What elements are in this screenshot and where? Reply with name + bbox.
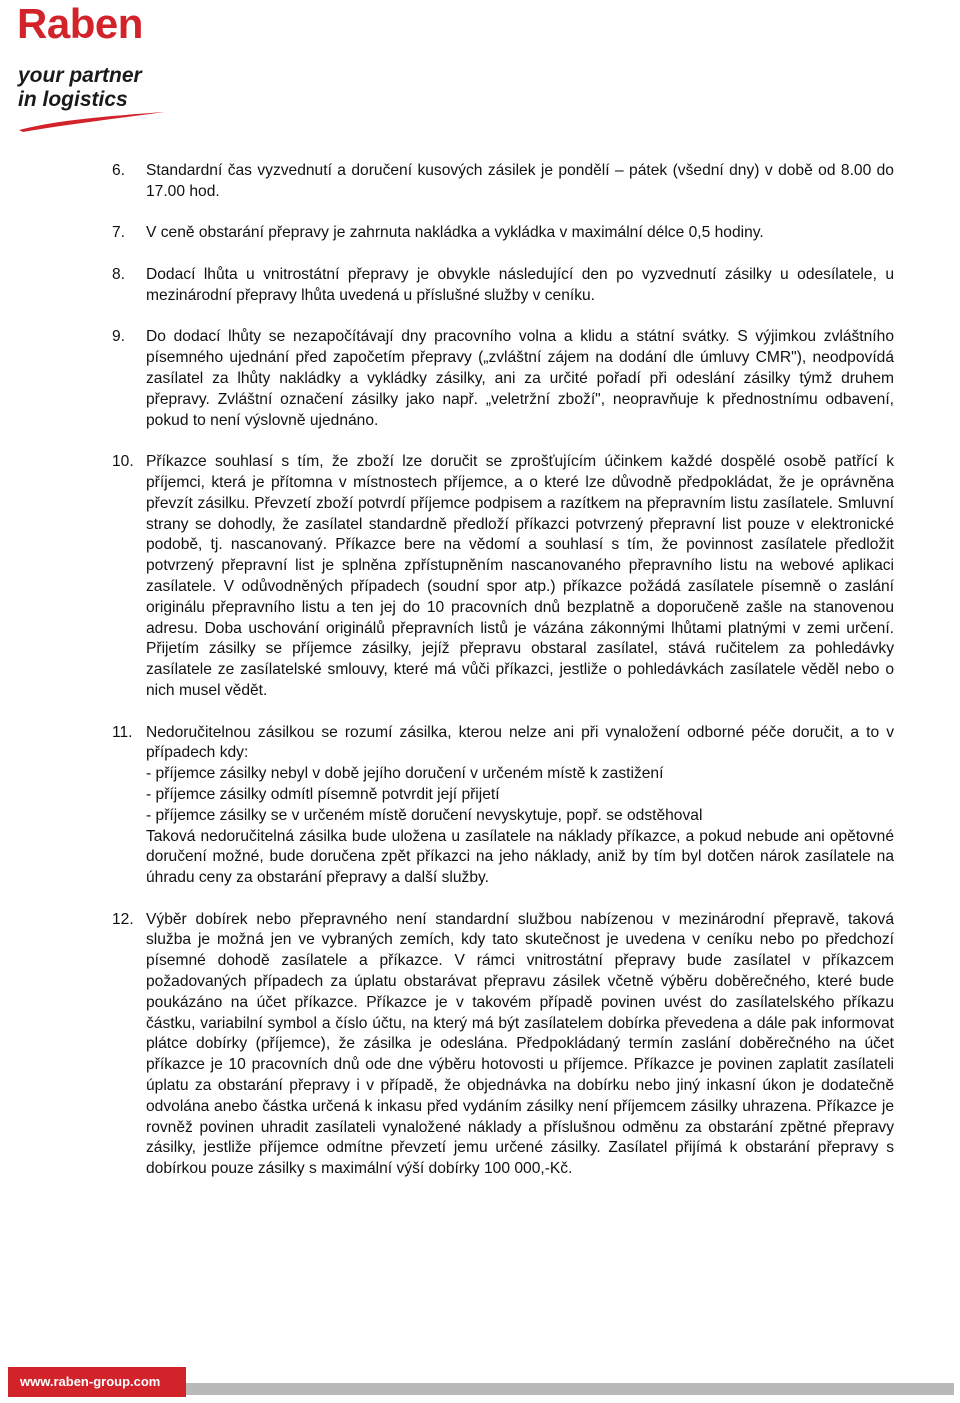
paragraph-line: - příjemce zásilky odmítl písemně potvrdit její přijetí bbox=[146, 785, 500, 803]
paragraph-line: Taková nedoručitelná zásilka bude uložena u zasílatele na náklady příkazce, a pokud nebude ani opětovné doručení možné, bude doručena zpět příkazci na jeho náklady, aniž by tím byl dotčen nárok zasílatele na úhradu ceny za obstarání přepravy a další služby. bbox=[146, 827, 894, 887]
paragraph-line: Příkazce souhlasí s tím, že zboží lze doručit se zprošťujícím účinkem každé dospělé osobě patřící k příjemci, která je přítomna v místnostech příjemce, a o které lze důvodně předpokládat, že je oprávněna převzít zásilku. Převzetí zboží potvrdí příjemce podpisem a razítkem na přepravním listu zasílatele. Smluvní strany se dohodly, že zasílatel standardně předloží příkazci potvrzený přepravní list pouze v elektronické podobě, tj. nascanovaný. Příkazce bere na vědomí a souhlasí s tím, že povinnost zasílatele předložit potvrzený přepravní list je splněna zpřístupněním nascanovaného přepravního listu na webové aplikaci zasílatele. V odůvodněných případech (soudní spor atp.) příkazce požádá zasílatele písemně o zaslání originálu přepravního listu a ten jej do 10 pracovních dnů bezplatně a doporučeně zašle na stanovenou adresu. Doba uschování originálů přepravních listů je vázána zákonnými lhůtami platnými v zemi určení. Přijetím zásilky se příjemce zásilky, jejíž přepravu obstaral zasílatel, stává ručitelem za pohledávky zasílatele ze zasílatelské smlouvy, které má vůči příkazci, jestliže o pohledávkách zasílatele věděl nebo o nich musel vědět. bbox=[146, 453, 894, 699]
list-item bbox=[112, 327, 894, 431]
paragraph-line: Dodací lhůta u vnitrostátní přepravy je obvykle následující den po vyzvednutí zásilky u odesílatele, u mezinárodní přepravy lhůta uvedená u příslušné služby v ceníku. bbox=[146, 265, 894, 304]
paragraph-line: Nedoručitelnou zásilkou se rozumí zásilka, kterou nelze ani při vynaložení odborné péče doručit, a to v případech kdy: bbox=[146, 723, 894, 762]
terms-list bbox=[112, 161, 894, 1201]
list-item bbox=[112, 161, 894, 203]
raben-logo bbox=[17, 2, 177, 132]
list-item bbox=[112, 223, 894, 244]
logo-tagline bbox=[18, 64, 142, 112]
list-item bbox=[112, 265, 894, 307]
list-item-number: 7. bbox=[112, 224, 126, 242]
paragraph-line: Výběr dobírek nebo přepravného není standardní službou nabízenou v mezinárodní přepravě, taková služba je možná jen ve vybraných zemích, kdy tato skutečnost je uvedena v ceníku nebo po předchozí písemné dohodě zasílatele a příkazce. V rámci vnitrostátní přepravy bude zasílatel v příkazcem požadovaných případech za úplatu obstarávat přepravu zásilek včetně výběru doběrečného, které bude poukázáno na účet příkazce. Příkazce je v takovém případě povinen uvést do zasílatelského příkazu částku, variabilní symbol a číslo účtu, na který má být zasílatelem dobírka převedena a dále pak informovat plátce dobírky (příjemce), že zásilka je odeslána. Předpokládaný termín zaslání doběrečného na účet příkazce je 10 pracovních dnů ode dne výběru hotovosti u příjemce. Příkazce je povinen zaplatit zasílateli úplatu za obstarání přepravy i v případě, že objednávka na dobírku nebo jiný inkasní úkon je dodatečně odvolána anebo částka určená k inkasu před vydáním zásilky není příjemcem zásilky uhrazena. Příkazce je rovněž povinen uhradit zasílateli vynaložené náklady a příslušnou odměnu za obstarání zpětné přepravy zásilky, jestliže příjemce odmítne převzetí jemu určené zásilky. Zasílatel přijímá k obstarání přepravy s dobírkou pouze zásilky s maximální výší dobírky 100 000,-Kč. bbox=[146, 910, 894, 1178]
logo-tagline-line-1: your partner bbox=[18, 64, 142, 87]
paragraph-line: Standardní čas vyzvednutí a doručení kusových zásilek je pondělí – pátek (všední dny) v době od 8.00 do 17.00 hod. bbox=[146, 162, 894, 200]
list-item-text bbox=[146, 723, 894, 889]
list-item-number: 10. bbox=[112, 453, 134, 471]
footer-url-link[interactable]: www.raben-group.com bbox=[8, 1367, 186, 1397]
list-item-text bbox=[146, 161, 894, 203]
logo-wordmark: Raben bbox=[17, 0, 143, 47]
list-item bbox=[112, 723, 894, 889]
list-item-text bbox=[146, 327, 894, 431]
list-item bbox=[112, 910, 894, 1180]
paragraph-line: V ceně obstarání přepravy je zahrnuta nakládka a vykládka v maximální délce 0,5 hodiny. bbox=[146, 224, 764, 242]
list-item-text bbox=[146, 910, 894, 1180]
paragraph-line: Do dodací lhůty se nezapočítávají dny pracovního volna a klidu a státní svátky. S výjimkou zvláštního písemného ujednání před započetím přepravy („zvláštní zájem na dodání dle úmluvy CMR"), neodpovídá zasílatel za lhůty nakládky a vykládky zásilky, ani za určité pořadí při odeslání zásilky týmž druhem přepravy. Zvláštní označení zásilky jako např. „veletržní zboží", neopravňuje k přednostnímu odbavení, pokud to není výslovně ujednáno. bbox=[146, 328, 894, 429]
list-item-text bbox=[146, 265, 894, 307]
list-item-number: 11. bbox=[112, 723, 133, 741]
paragraph-line: - příjemce zásilky nebyl v době jejího doručení v určeném místě k zastižení bbox=[146, 765, 664, 783]
logo-swoosh-icon bbox=[17, 110, 167, 132]
list-item-text bbox=[146, 452, 894, 702]
list-item-text bbox=[146, 223, 894, 244]
list-item-number: 8. bbox=[112, 265, 126, 283]
list-item-number: 12. bbox=[112, 910, 134, 928]
paragraph-line: - příjemce zásilky se v určeném místě doručení nevyskytuje, popř. se odstěhoval bbox=[146, 806, 703, 824]
list-item-number: 6. bbox=[112, 162, 126, 179]
list-item bbox=[112, 452, 894, 702]
logo-tagline-line-2: in logistics bbox=[18, 88, 128, 111]
footer bbox=[0, 1363, 960, 1403]
footer-bar bbox=[186, 1383, 954, 1395]
list-item-number: 9. bbox=[112, 328, 126, 346]
